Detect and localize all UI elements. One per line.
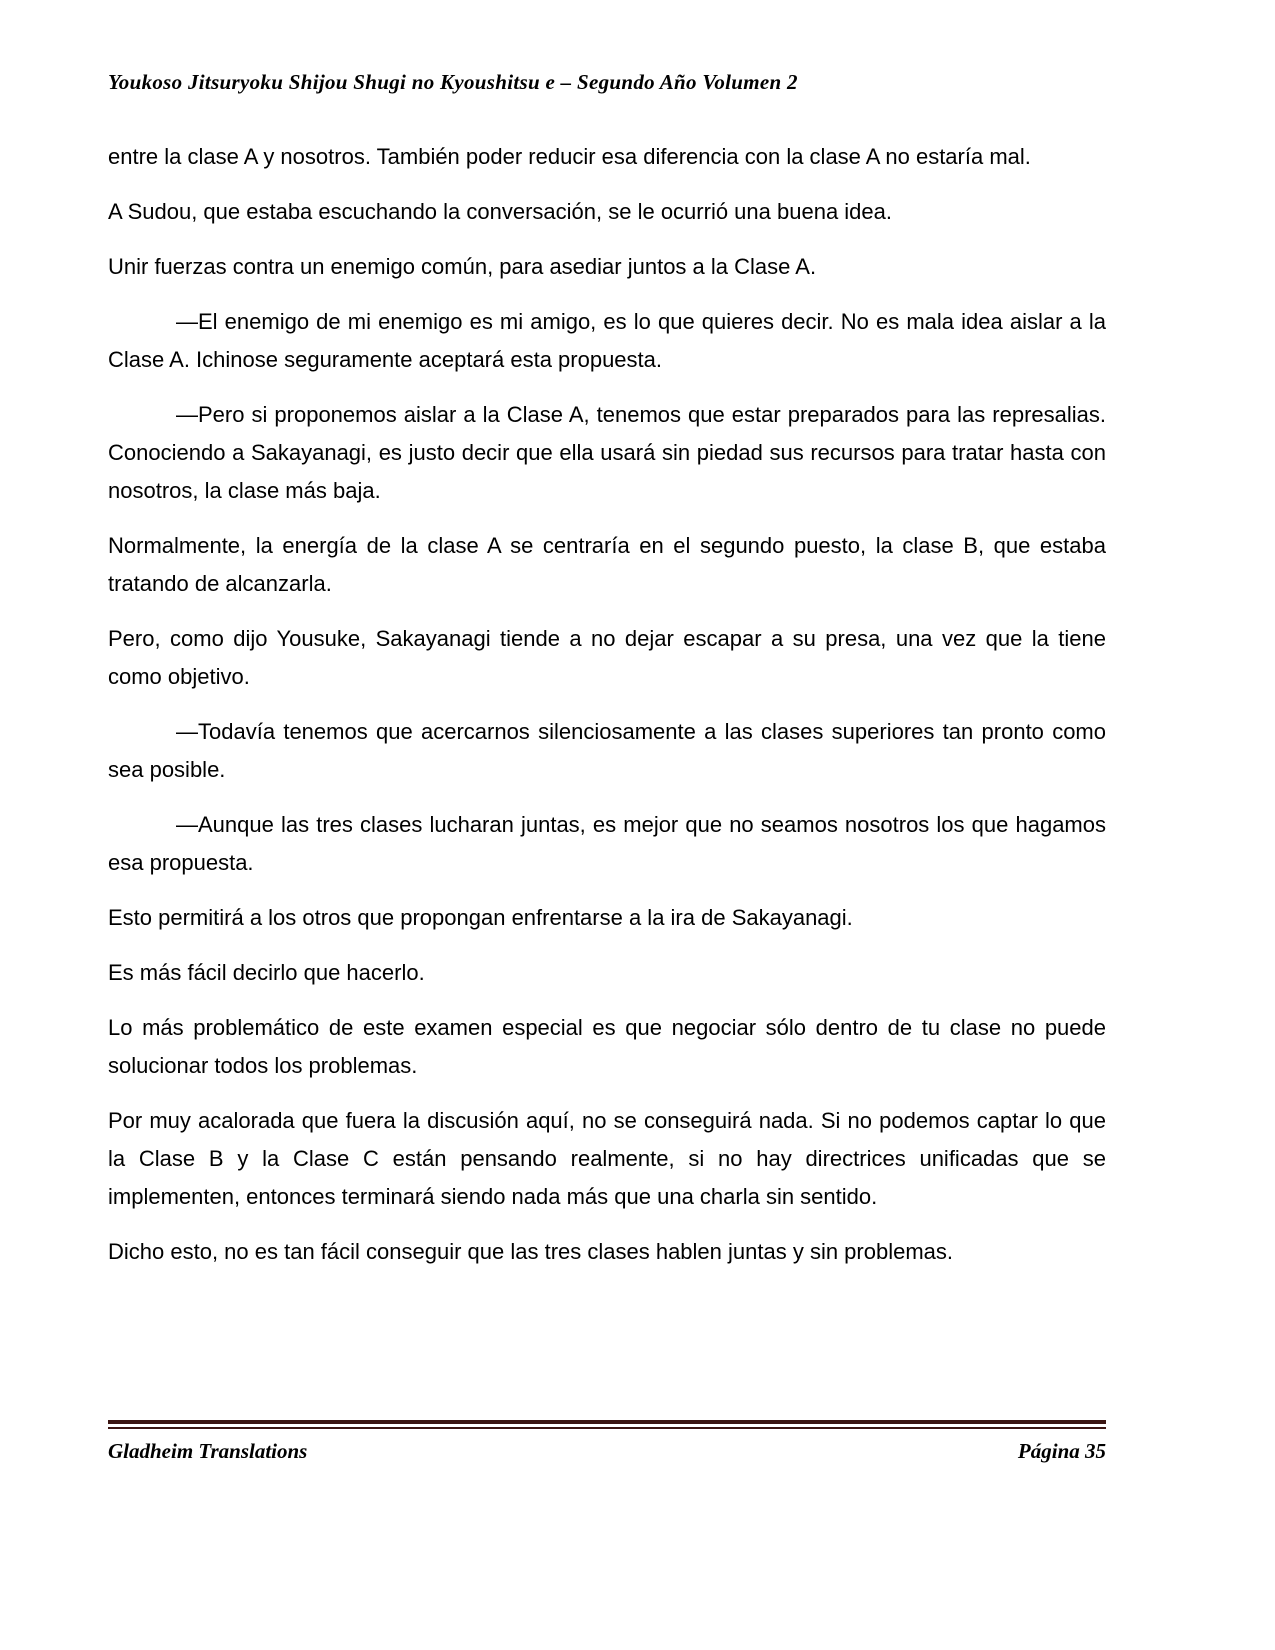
footer-divider-gap [108,1424,1106,1427]
paragraph: A Sudou, que estaba escuchando la conversación, se le ocurrió una buena idea. [108,199,892,224]
paragraph: entre la clase A y nosotros. También poder reducir esa diferencia con la clase A no estaría mal. [108,144,1031,169]
paragraph: Esto permitirá a los otros que propongan enfrentarse a la ira de Sakayanagi. [108,905,853,930]
footer-row [108,1439,1106,1464]
paragraph: —Todavía tenemos que acercarnos silenciosamente a las clases superiores tan pronto como sea posible. [108,719,1106,782]
page-footer [108,1420,1106,1464]
paragraph: Dicho esto, no es tan fácil conseguir que las tres clases hablen juntas y sin problemas. [108,1239,954,1264]
paragraph: Normalmente, la energía de la clase A se centraría en el segundo puesto, la clase B, que estaba tratando de alcanzarla. [108,533,1106,596]
paragraph: —Aunque las tres clases lucharan juntas, es mejor que no seamos nosotros los que hagamos esa propuesta. [108,812,1106,875]
footer-divider [108,1420,1106,1429]
paragraph: Es más fácil decirlo que hacerlo. [108,960,425,985]
paragraph: Pero, como dijo Yousuke, Sakayanagi tiende a no dejar escapar a su presa, una vez que la tiene como objetivo. [108,626,1106,689]
page-header-title: Youkoso Jitsuryoku Shijou Shugi no Kyoushitsu e – Segundo Año Volumen 2 [108,70,798,94]
paragraph: —Pero si proponemos aislar a la Clase A, tenemos que estar preparados para las represalias. Conociendo a Sakayanagi, es justo decir que ella usará sin piedad sus recursos para tratar hasta con nosotros, la clase más baja. [108,402,1106,503]
body-text [108,138,1106,1288]
paragraph: —El enemigo de mi enemigo es mi amigo, es lo que quieres decir. No es mala idea aislar a la Clase A. Ichinose seguramente aceptará esta propuesta. [108,309,1106,372]
footer-page-number: Página 35 [1017,1439,1106,1463]
paragraph: Por muy acalorada que fuera la discusión aquí, no se conseguirá nada. Si no podemos captar lo que la Clase B y la Clase C están pensando realmente, si no hay directrices unificadas que se implementen, entonces terminará siendo nada más que una charla sin sentido. [108,1108,1106,1209]
footer-translator-credit: Gladheim Translations [108,1439,308,1463]
paragraph: Lo más problemático de este examen especial es que negociar sólo dentro de tu clase no puede solucionar todos los problemas. [108,1015,1106,1078]
page-header [108,70,1106,95]
paragraph: Unir fuerzas contra un enemigo común, para asediar juntos a la Clase A. [108,254,817,279]
